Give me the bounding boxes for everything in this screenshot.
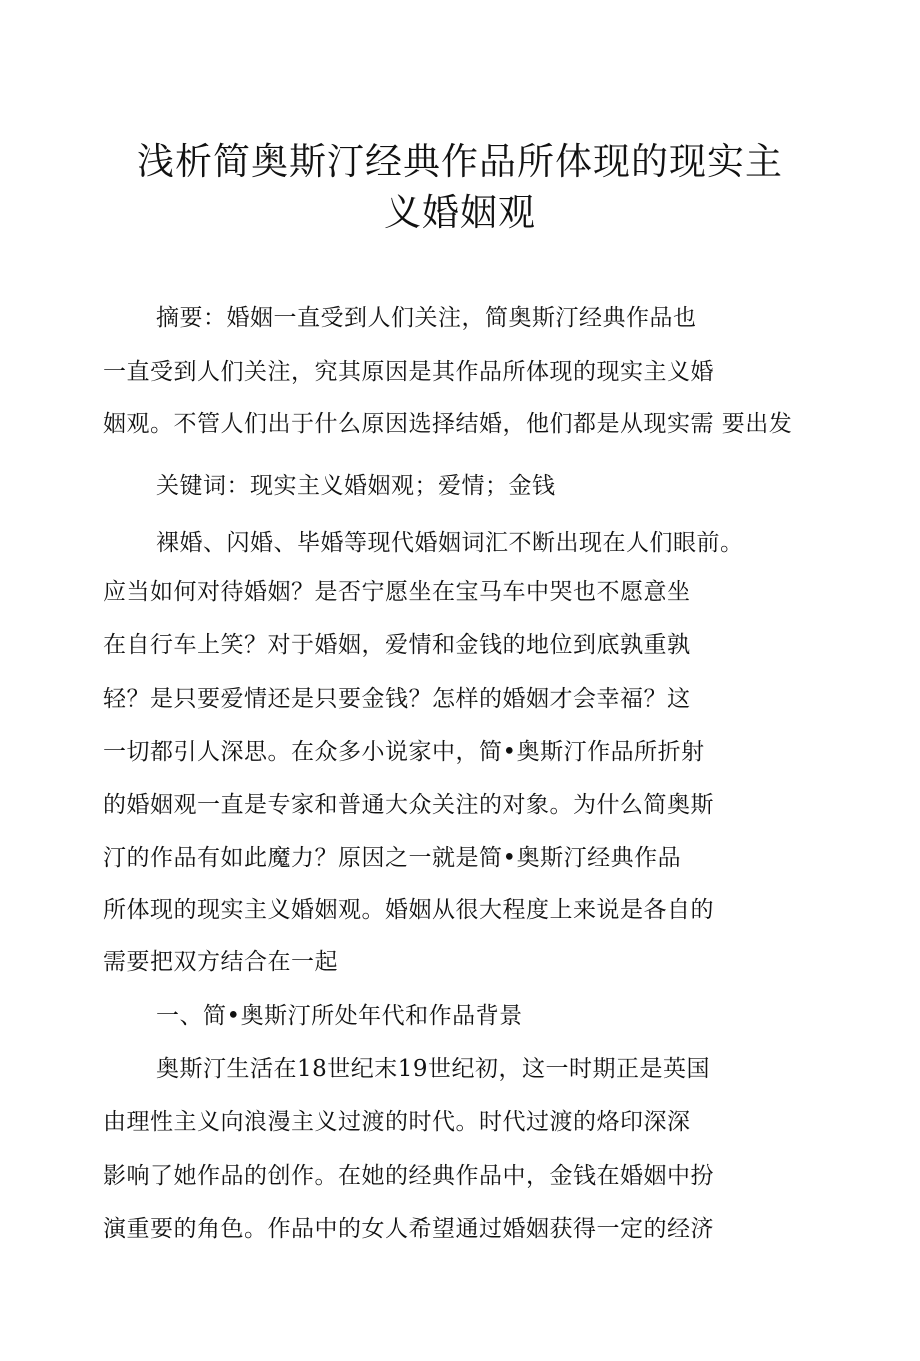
abstract-line: 一直受到人们关注，究其原因是其作品所体现的现实主义婚 [103,359,714,385]
section-heading: 一、简•奥斯汀所处年代和作品背景 [156,1003,523,1029]
intro-line: 轻？是只要爱情还是只要金钱？怎样的婚姻才会幸福？这 [103,686,691,712]
intro-line: 在自行车上笑？对于婚姻，爱情和金钱的地位到底孰重孰 [103,632,691,658]
intro-line: 一切都引人深思。在众多小说家中，简•奥斯汀作品所折射 [103,739,705,765]
intro-line: 应当如何对待婚姻？是否宁愿坐在宝马车中哭也不愿意坐 [103,579,691,605]
intro-line: 的婚姻观一直是专家和普通大众关注的对象。为什么简奥斯 [103,792,714,818]
document-title-line-2: 义婚姻观 [384,191,536,234]
intro-line: 所体现的现实主义婚姻观。婚姻从很大程度上来说是各自的 [103,897,714,923]
keywords-line: 关键词：现实主义婚姻观；爱情；金钱 [156,473,556,499]
section-line: 由理性主义向浪漫主义过渡的时代。时代过渡的烙印深深 [103,1109,691,1135]
abstract-line: 姻观。不管人们出于什么原因选择结婚，他们都是从现实需 要出发 [103,411,793,437]
section-line: 奥斯汀生活在18世纪末19世纪初，这一时期正是英国 [156,1056,711,1082]
intro-line: 裸婚、闪婚、毕婚等现代婚姻词汇不断出现在人们眼前。 [156,530,744,556]
intro-line: 需要把双方结合在一起 [103,949,338,975]
intro-line: 汀的作品有如此魔力？原因之一就是简•奥斯汀经典作品 [103,845,682,871]
section-line: 影响了她作品的创作。在她的经典作品中，金钱在婚姻中扮 [103,1163,714,1189]
document-title-line-1: 浅析简奥斯汀经典作品所体现的现实主 [137,140,783,183]
abstract-line: 摘要：婚姻一直受到人们关注，简奥斯汀经典作品也 [156,305,697,331]
section-line: 演重要的角色。作品中的女人希望通过婚姻获得一定的经济 [103,1216,714,1242]
